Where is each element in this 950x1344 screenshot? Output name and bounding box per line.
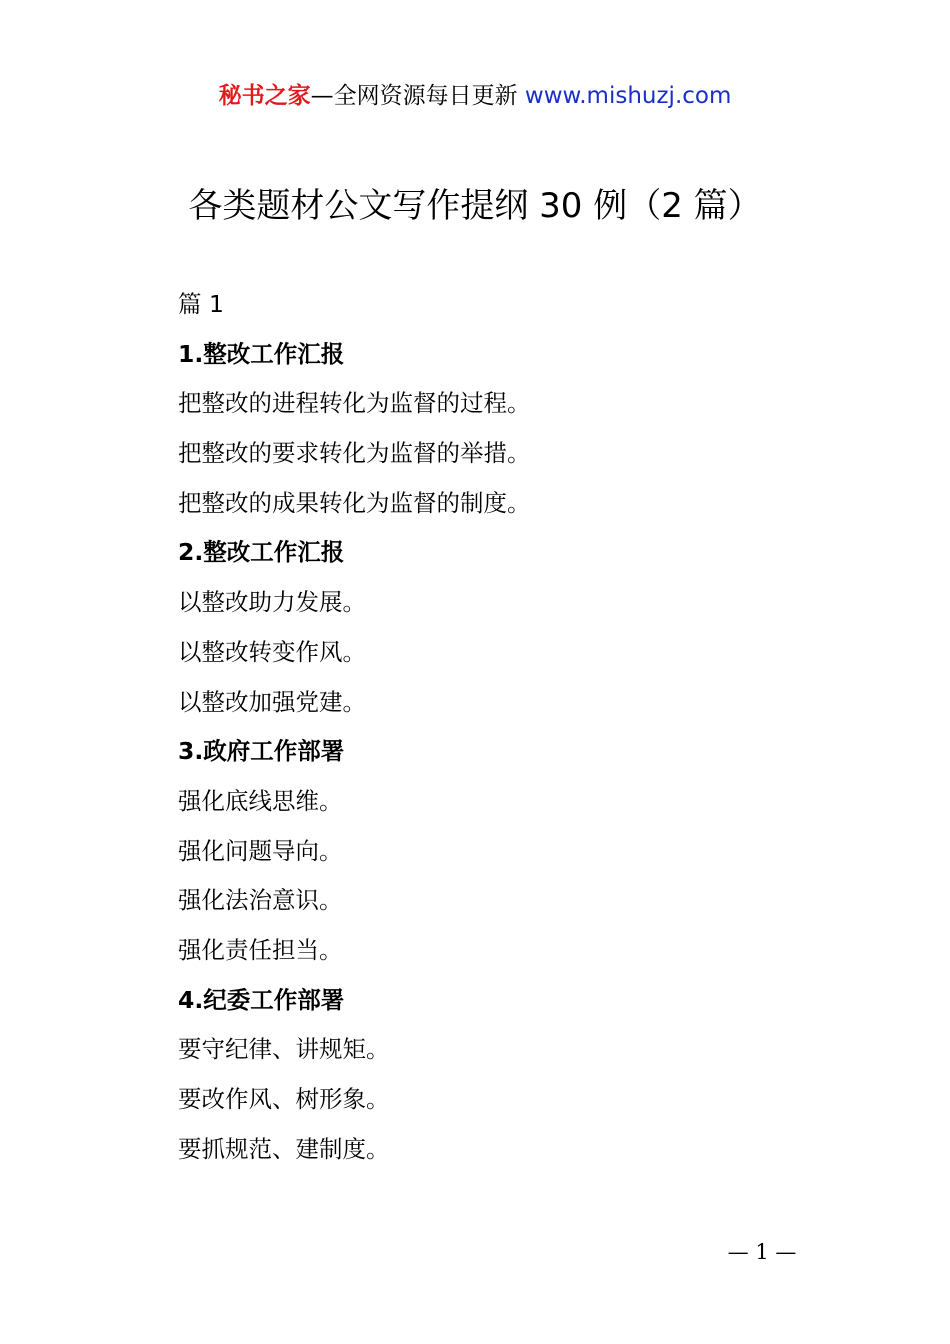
- site-url-link[interactable]: www.mishuzj.com: [524, 83, 732, 109]
- body-line: 以整改加强党建。: [178, 687, 366, 716]
- site-brand: 秘书之家: [218, 83, 311, 109]
- body-line: 篇 1: [178, 290, 224, 318]
- body-line: 要守纪律、讲规矩。: [178, 1035, 390, 1064]
- site-header: [0, 80, 950, 112]
- document-title: 各类题材公文写作提纲 30 例（2 篇）: [188, 186, 762, 226]
- body-line: 以整改转变作风。: [178, 637, 366, 666]
- body-line: 把整改的要求转化为监督的举措。: [178, 439, 531, 468]
- body-line: 强化问题导向。: [178, 836, 343, 865]
- section-heading: 4.纪委工作部署: [178, 985, 345, 1014]
- body-line: 以整改助力发展。: [178, 588, 366, 617]
- body-line: 强化底线思维。: [178, 786, 343, 815]
- body-line: 强化法治意识。: [178, 886, 343, 915]
- section-heading: 1.整改工作汇报: [178, 339, 345, 368]
- section-heading: 2.整改工作汇报: [178, 538, 345, 567]
- body-line: 把整改的进程转化为监督的过程。: [178, 389, 531, 418]
- page-number: — 1 —: [727, 1240, 797, 1264]
- section-heading: 3.政府工作部署: [178, 737, 345, 766]
- body-line: 强化责任担当。: [178, 935, 343, 964]
- document-body: [178, 280, 818, 1174]
- site-tagline: —全网资源每日更新: [310, 83, 518, 109]
- body-line: 要改作风、树形象。: [178, 1085, 390, 1113]
- body-line: 把整改的成果转化为监督的制度。: [178, 488, 531, 517]
- body-line: 要抓规范、建制度。: [178, 1134, 390, 1163]
